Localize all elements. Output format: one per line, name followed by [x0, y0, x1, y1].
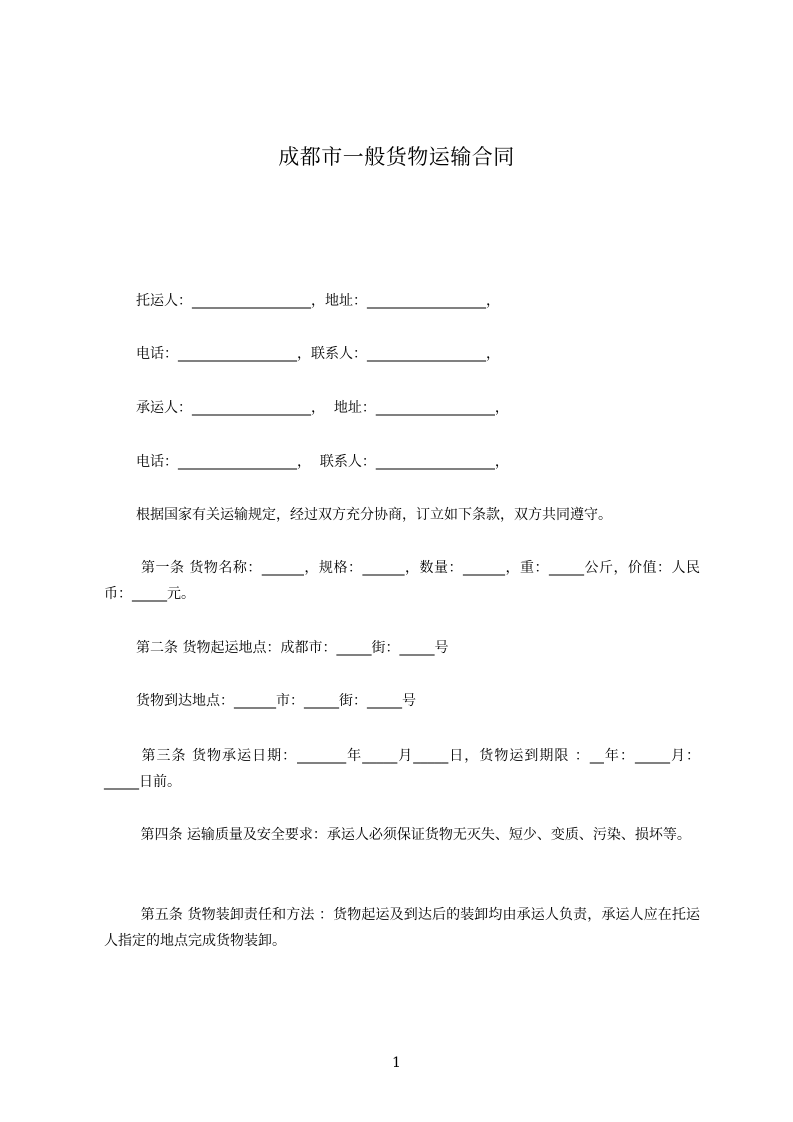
page-number: 1 [392, 1055, 401, 1071]
shipper-contact-line: 电话：_________________，联系人：_________________， [136, 346, 500, 362]
destination-paragraph: 货物到达地点：______市：_____街：_____号 [136, 693, 416, 709]
carrier-contact-line: 电话：_________________， 联系人：_________________， [136, 454, 509, 470]
document-title: 成都市一般货物运输合同 [278, 145, 515, 169]
carrier-line: 承运人：_________________， 地址：_________________， [136, 400, 509, 416]
article-2-paragraph: 第二条 货物起运地点：成都市：_____街：_____号 [136, 640, 449, 656]
article-5-paragraph: 第五条 货物装卸责任和方法 ：货物起运及到达后的装卸均由承运人负责，承运人应在托运人指定的地点完成货物装卸。 [104, 907, 701, 949]
shipper-line: 托运人：_________________，地址：_________________， [136, 293, 500, 309]
article-4-paragraph: 第四条 运输质量及安全要求：承运人必须保证货物无灭失、短少、变质、污染、损坏等。 [136, 827, 691, 843]
preamble-paragraph: 根据国家有关运输规定，经过双方充分协商，订立如下条款，双方共同遵守。 [136, 507, 612, 523]
article-3-paragraph: 第三条 货物承运日期：_______年_____月_____日，货物运到期限 ：__年：_____月：_____日前。 [104, 748, 701, 790]
article-1-paragraph: 第一条 货物名称：______，规格：______，数量：______，重：_____公斤，价值：人民币：_____元。 [104, 560, 700, 602]
